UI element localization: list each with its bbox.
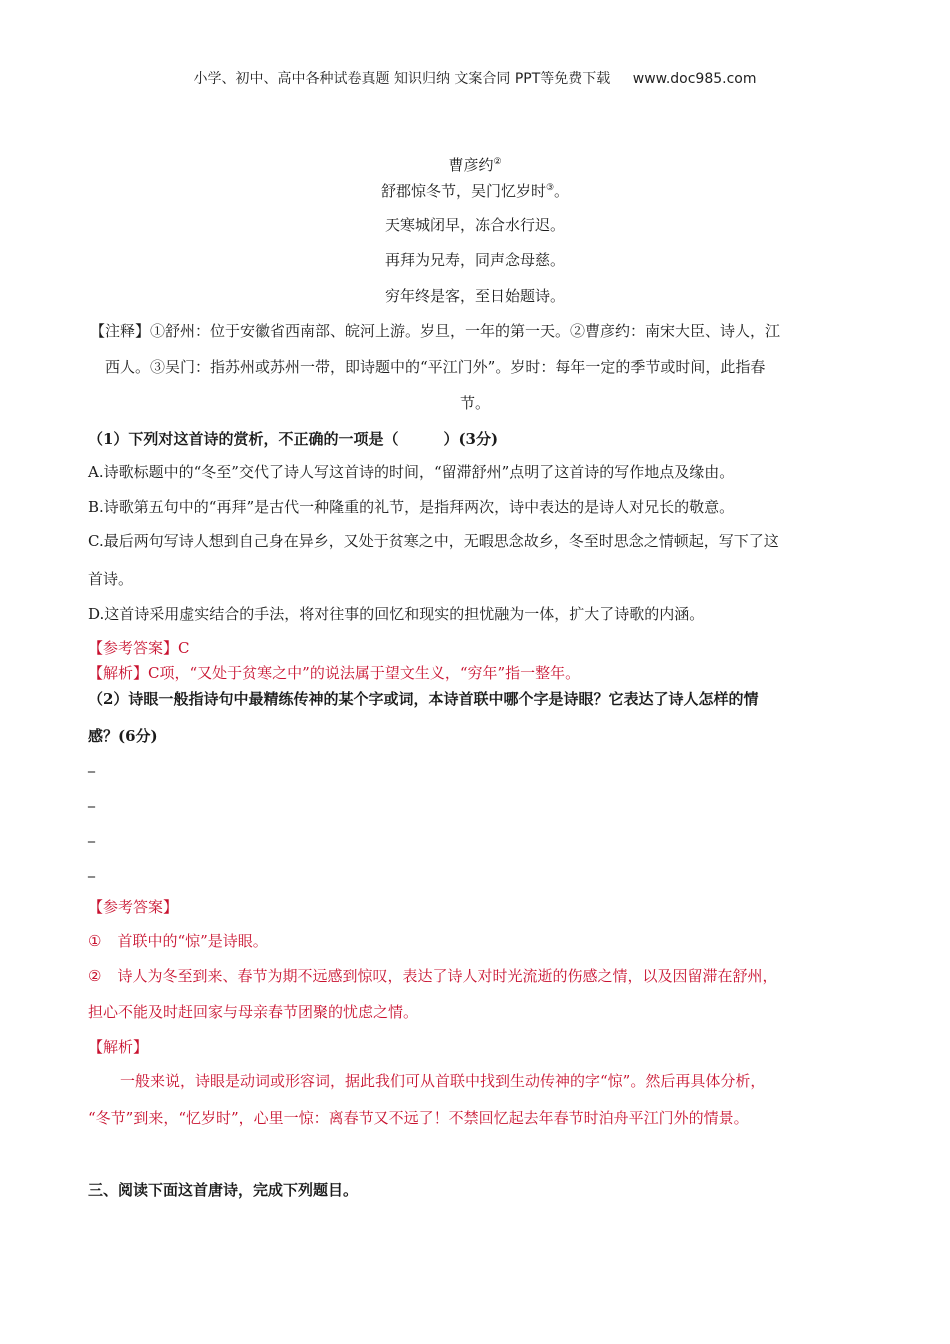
- q2-answer-2: [88, 965, 777, 986]
- poem-line-1-end: 。: [554, 182, 570, 200]
- q1-question: （1）下列对这首诗的赏析，不正确的一项是（ ）(3分): [88, 430, 499, 448]
- answer-blank-2[interactable]: _: [88, 792, 95, 808]
- q2-analysis-label: 【解析】: [88, 1038, 149, 1056]
- q2-analysis-line-1: 一般来说，诗眼是动词或形容词，据此我们可从首联中找到生动传神的字“惊”。然后再具体分析，: [120, 1072, 766, 1090]
- q2-answer-2-cont: 担心不能及时赶回家与母亲春节团聚的忧虑之情。: [88, 1003, 419, 1021]
- q2-answer-1-num: ①: [88, 932, 102, 950]
- q2-answer-1: [88, 930, 268, 951]
- header-text: 小学、初中、高中各种试卷真题 知识归纳 文案合同 PPT等免费下载: [193, 71, 611, 87]
- q1-option-b: B.诗歌第五句中的“再拜”是古代一种隆重的礼节，是指拜两次，诗中表达的是诗人对兄长的敬意。: [88, 498, 735, 516]
- q2-answer-2-num: ②: [88, 967, 102, 985]
- q2-question-line-2: 感？(6分): [88, 727, 158, 745]
- q1-option-a: A.诗歌标题中的“冬至”交代了诗人写这首诗的时间，“留滞舒州”点明了这首诗的写作地点及缘由。: [88, 463, 735, 481]
- header-url[interactable]: www.doc985.com: [632, 71, 757, 87]
- q1-option-d: D.这首诗采用虚实结合的手法，将对往事的回忆和现实的担忧融为一体，扩大了诗歌的内涵。: [88, 605, 705, 623]
- section-3-title: 三、阅读下面这首唐诗，完成下列题目。: [88, 1181, 359, 1199]
- q1-analysis: 【解析】C项，“又处于贫寒之中”的说法属于望文生义，“穷年”指一整年。: [88, 664, 581, 682]
- q2-answer-2-text: 诗人为冬至到来、春节为期不远感到惊叹，表达了诗人对时光流逝的伤感之情，以及因留滞在舒州，: [117, 967, 778, 985]
- poem-author: [0, 154, 950, 175]
- q2-question-line-1: （2）诗眼一般指诗句中最精练传神的某个字或词，本诗首联中哪个字是诗眼？它表达了诗人怎样的情: [88, 690, 759, 708]
- poem-line-1-text: 舒郡惊冬节，吴门忆岁时: [380, 182, 546, 200]
- notes-line-2: 西人。③吴门：指苏州或苏州一带，即诗题中的“平江门外”。岁时：每年一定的季节或时间，此指春: [105, 358, 766, 376]
- q1-answer: 【参考答案】C: [88, 639, 190, 657]
- poem-line-2: 天寒城闭早，冻合水行迟。: [384, 216, 565, 234]
- page-header: [0, 68, 950, 88]
- q1-option-c-line-2: 首诗。: [88, 570, 134, 588]
- q2-analysis-line-2: “冬节”到来，“忆岁时”，心里一惊：离春节又不远了！不禁回忆起去年春节时泊舟平江门外的情景。: [88, 1109, 749, 1127]
- q2-answer-label: 【参考答案】: [88, 898, 179, 916]
- poem-line-3: 再拜为兄寿，同声念母慈。: [384, 251, 565, 269]
- notes-line-1: 【注释】①舒州：位于安徽省西南部、皖河上游。岁旦，一年的第一天。②曹彦约：南宋大臣、诗人，江: [90, 322, 781, 340]
- notes-line-3: 节。: [459, 394, 490, 412]
- answer-blank-1[interactable]: _: [88, 757, 95, 773]
- poem-line-1-note: ③: [545, 183, 555, 193]
- poem-line-4: 穷年终是客，至日始题诗。: [384, 287, 565, 305]
- q1-option-c-line-1: C.最后两句写诗人想到自己身在异乡，又处于贫寒之中，无暇思念故乡，冬至时思念之情顿起，写下了这: [88, 532, 779, 550]
- poem-author-text: 曹彦约: [448, 156, 494, 174]
- answer-blank-4[interactable]: _: [88, 862, 95, 878]
- poem-author-note: ②: [493, 157, 502, 167]
- poem-line-1: [0, 180, 950, 201]
- answer-blank-3[interactable]: _: [88, 827, 95, 843]
- q2-answer-1-text: 首联中的“惊”是诗眼。: [117, 932, 268, 950]
